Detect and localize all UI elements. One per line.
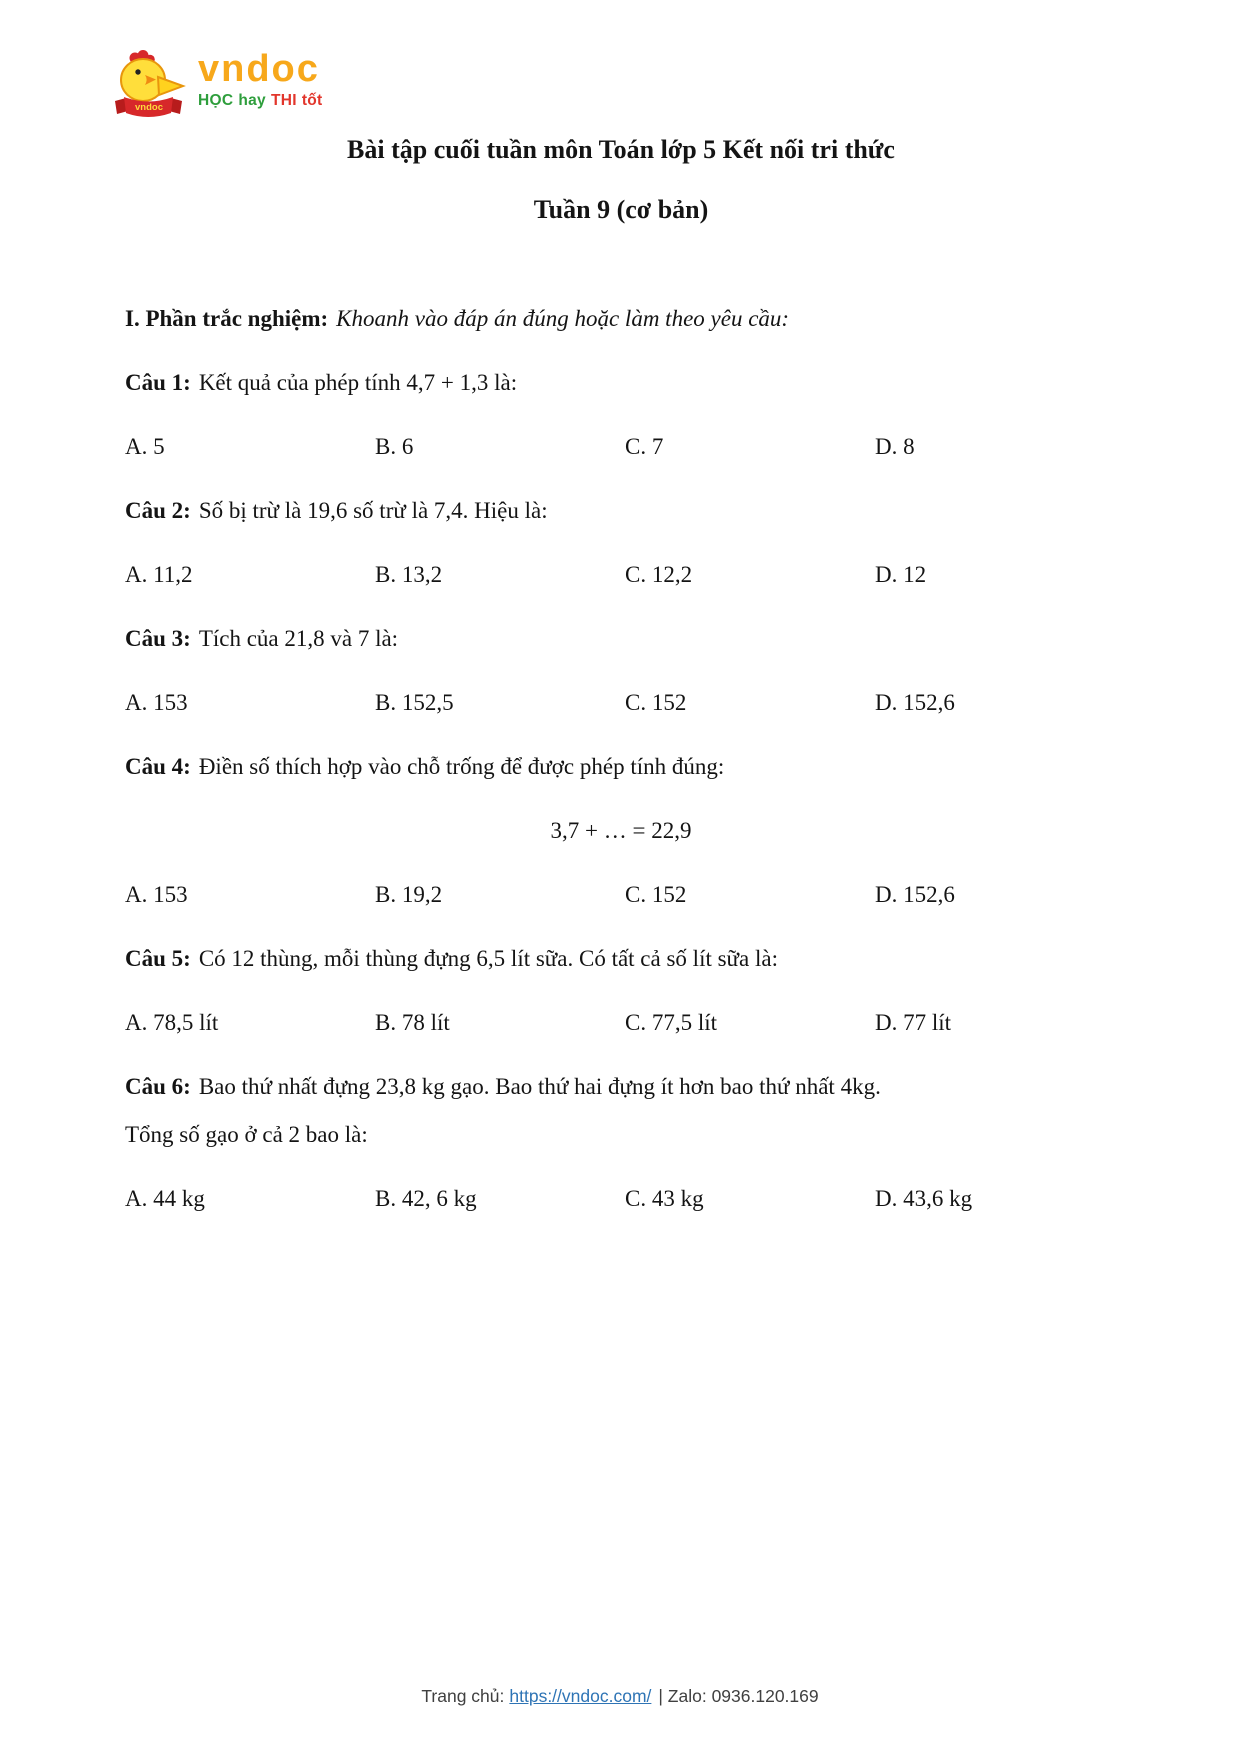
document-body: [0, 135, 1240, 1223]
answer-options-row: [125, 871, 1117, 919]
footer-homepage-label: Trang chủ:: [421, 1686, 505, 1706]
answer-option: D. 152,6: [875, 882, 955, 907]
question-block: [125, 1063, 1117, 1223]
question-block: [125, 743, 1117, 919]
answer-option: A. 5: [125, 434, 165, 459]
question-paragraph: [125, 359, 1117, 407]
question-block: [125, 487, 1117, 599]
section-instruction: Khoanh vào đáp án đúng hoặc làm theo yêu cầu:: [336, 306, 790, 331]
question-label: Câu 4:: [125, 754, 191, 779]
question-label: Câu 5:: [125, 946, 191, 971]
answer-options-row: [125, 423, 1117, 471]
answer-option: C. 152: [625, 882, 687, 907]
vndoc-brand-text: vndoc: [198, 48, 320, 90]
footer-homepage-link[interactable]: https://vndoc.com/: [509, 1686, 652, 1706]
answer-options-row: [125, 551, 1117, 599]
question-text: Điền số thích hợp vào chỗ trống để được phép tính đúng:: [198, 754, 725, 779]
question-text: Có 12 thùng, mỗi thùng đựng 6,5 lít sữa. Có tất cả số lít sữa là:: [198, 946, 778, 971]
question-text: Tích của 21,8 và 7 là:: [198, 626, 399, 651]
answer-option: D. 12: [875, 562, 927, 587]
page-subtitle: Tuần 9 (cơ bản): [533, 195, 709, 224]
question-text: Số bị trừ là 19,6 số trừ là 7,4. Hiệu là:: [198, 498, 548, 523]
question-text: Bao thứ nhất đựng 23,8 kg gạo. Bao thứ hai đựng ít hơn bao thứ nhất 4kg.: [198, 1074, 881, 1099]
question-block: [125, 359, 1117, 471]
vndoc-tagline: [198, 91, 323, 111]
answer-option: A. 78,5 lít: [125, 1010, 219, 1035]
answer-option: B. 13,2: [375, 562, 443, 587]
question-label: Câu 2:: [125, 498, 191, 523]
answer-option: B. 78 lít: [375, 1010, 450, 1035]
question-label: Câu 1:: [125, 370, 191, 395]
vndoc-logo: [112, 50, 323, 120]
tagline-word-hoc: HỌC: [198, 92, 234, 109]
answer-option: C. 77,5 lít: [625, 1010, 718, 1035]
question-paragraph: [125, 487, 1117, 535]
answer-option: A. 153: [125, 690, 188, 715]
answer-options-row: [125, 679, 1117, 727]
answer-option: C. 7: [625, 434, 664, 459]
answer-option: D. 152,6: [875, 690, 955, 715]
answer-option: B. 19,2: [375, 882, 443, 907]
answer-option: D. 77 lít: [875, 1010, 952, 1035]
question-text: Kết quả của phép tính 4,7 + 1,3 là:: [198, 370, 518, 395]
tagline-word-tot: tốt: [301, 92, 323, 109]
answer-option: A. 153: [125, 882, 188, 907]
tagline-word-thi: THI: [270, 92, 297, 109]
question-paragraph: [125, 615, 1117, 663]
question-text-line2: Tổng số gạo ở cả 2 bao là:: [125, 1122, 368, 1147]
question-label: Câu 3:: [125, 626, 191, 651]
logo-banner-text: vndoc: [135, 102, 163, 113]
answer-option: C. 12,2: [625, 562, 693, 587]
answer-options-row: [125, 1175, 1117, 1223]
answer-option: A. 11,2: [125, 562, 193, 587]
questions-list: [125, 359, 1117, 1223]
answer-option: B. 42, 6 kg: [375, 1186, 477, 1211]
question-paragraph: [125, 743, 1117, 791]
answer-option: C. 43 kg: [625, 1186, 704, 1211]
page-footer: [0, 1685, 1240, 1707]
answer-option: D. 43,6 kg: [875, 1186, 973, 1211]
logo-text-column: [198, 50, 323, 111]
answer-option: B. 152,5: [375, 690, 454, 715]
question-label: Câu 6:: [125, 1074, 191, 1099]
question-block: [125, 615, 1117, 727]
footer-zalo-text: | Zalo: 0936.120.169: [658, 1686, 819, 1706]
answer-option: B. 6: [375, 434, 414, 459]
answer-option: A. 44 kg: [125, 1186, 205, 1211]
page-title: Bài tập cuối tuần môn Toán lớp 5 Kết nối tri thức: [347, 135, 895, 164]
section-heading: [125, 295, 1117, 343]
section-label: I. Phần trắc nghiệm:: [125, 306, 329, 331]
vndoc-mascot-icon: [112, 50, 188, 120]
tagline-word-hay: hay: [238, 92, 266, 109]
question-block: [125, 935, 1117, 1047]
answer-options-row: [125, 999, 1117, 1047]
answer-option: D. 8: [875, 434, 915, 459]
question-paragraph: [125, 1063, 1117, 1159]
answer-option: C. 152: [625, 690, 687, 715]
question-equation: 3,7 + … = 22,9: [550, 818, 692, 843]
question-paragraph: [125, 935, 1117, 983]
